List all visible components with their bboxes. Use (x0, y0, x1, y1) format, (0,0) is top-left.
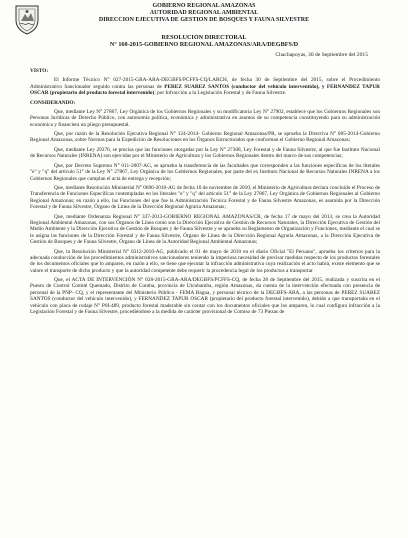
header-authority: AUTORIDAD REGIONAL AMBIENTAL (149, 10, 259, 17)
considerando-heading: CONSIDERANDO: (30, 99, 76, 106)
considerando-paragraph: Que, por razón de la Resolución Ejecutiva Regional N° 124-2014- Gobierno Regional Amazonas/PR, se aprueba la Directiva N° 005-2014-Gobierno Regional Amazonas, sobre Normas para la Expedición de Resoluciones en los Órganos Estructurados que conforman el Gobierno Regional Amazonas; (30, 131, 380, 144)
considerando-paragraph: Que, mediante Ley 29376, se precisa que las funciones otorgadas por la Ley N° 27308, Ley Forestal y de Fauna Silvestre, al que fue Instituto Nacional de Recursos Naturales (INRENA) son ejercidas por el Ministerio de Agricultura y los Gobiernos Regionales dentro del marco de sus competencias; (30, 147, 380, 160)
document-header (60, 3, 348, 25)
considerando-paragraph: Que, por Decreto Supremo N° 011-2007-AG, se aprueba la transferencia de las facultades que corresponden a las funciones específicas de los literales "e" y "q" del artículo 51° de la Ley N° 27867, Ley Orgánica de los Gobiernos Regionales, por parte del ex Instituto Nacional de Recursos Naturales INRENA a los Gobiernos Regionales que cumplan el acta de entrega y recepción; (30, 162, 380, 182)
considerando-paragraph: Que, mediante Ordenanza Regional N° 337-2013-GOBIERNO REGIONAL AMAZONAS/CR, de fecha 17 de mayo del 2013, se crea la Autoridad Regional Ambiental Amazonas, con sus Órganos de Línea como son la Dirección Ejecutiva de Gestión de Recursos Naturales, la Dirección Ejecutiva de Gestión del Medio Ambiente y la Dirección Ejecutiva de Gestión de Bosques y de Fauna Silvestre y se aprueba su Reglamento de Organización y Funciones, mediante el cual se le asigna las funciones de la Dirección Forestal y de Fauna Silvestre, Órgano de Línea de la Dirección Regional Agraria Amazonas, a la Dirección Ejecutiva de Gestión de Bosques y de Fauna Silvestre, Órgano de Línea de la Autoridad Regional Ambiental Amazonas; (30, 213, 380, 246)
place-and-date: Chachapoyas, 30 de Septiembre del 2015 (275, 52, 368, 58)
header-government: GOBIERNO REGIONAL AMAZONAS (152, 3, 256, 9)
visto-text-part-1: El Informe Técnico N° 027-2015-GRA-ARA-DEGBFS/PCFFS-CQ/LARCH, de fecha 30 de Septiembre del 2015, sobre el Procedimiento Administrativo Sancionador seguido contra las personas de (30, 77, 380, 90)
document-body (30, 66, 380, 318)
regional-coat-of-arms-icon (12, 3, 42, 35)
visto-text-part-2: ; por Infracción a la Legislación Forestal y de Fauna Silvestre. (154, 90, 287, 97)
visto-paragraph (30, 77, 380, 96)
considerando-paragraph: Que, la Resolución Ministerial N° 0312-2010-AG, publicado el 01 de mayo de 2010 en el diario Oficial "El Peruano", aprueba los criterios para la adecuada conducción de los procedimientos administrativos sancionadores teniendo la imperiosa necesidad de precisar medidas respecto de los productos forestales de los documentos oficiales que lo amparen, en razón a ello, se tiene que ejecutar la infracción administrativa cuya realización el acto habrá, existe elemento que se valore el transporte de dicho producto y que la autoridad competente debe requerir la procedencia legal de los productos a transportar (30, 248, 380, 274)
header-directorate: DIRECCIÓN EJECUTIVA DE GESTIÓN DE BOSQUES Y FAUNA SILVESTRE (98, 17, 310, 24)
considerando-paragraph: Que, mediante Resolución Ministerial N° 0696-2010-AG de fecha 10 de noviembre de 2010, el Ministerio de Agricultura declara concluido el Proceso de Transferencia de Funciones Específicas contempladas en los literales "e" y "q" del artículo 51° de la Ley 27867, Ley Orgánica de Gobiernos Regionales al Gobierno Regional Amazonas; en razón a ello, las Funciones del que fue la Administración Técnica Forestal y de Fauna Silvestre Amazonas, es asumida por la Dirección Forestal y de Fauna Silvestre, Órgano de Línea de la Dirección Regional Agraria Amazonas; (30, 185, 380, 211)
considerando-paragraph: Que, mediante Ley N° 27867, Ley Orgánica de los Gobiernos Regionales y su modificatoria Ley N° 27902, establece que los Gobiernos Regionales son Personas Jurídicas de Derecho Público, con autonomía política, económica y administrativa en asuntos de su competencia constituyendo para su administración económica y financiera un pliego presupuestal. (30, 108, 380, 128)
resolution-title-block (60, 34, 348, 49)
considerando-paragraph: Que, el ACTA DE INTERVENCIÓN N° 028-2015-GRA-ARA/DEGBFS/PCFFS-CQ, de fecha 28 de Septiembre del 2015, realizada y suscrita en el Puesto de Control Comité Quemado, Distrito de Cumba, provincia de Utcubamba, región Amazonas, da cuenta de la intervención efectuada con presencia de personal de la PNP- CQ, y el representante del Ministerio Público - FEMA Bagua, y personal técnico de la DEGBFS-ARA, a las personas de PEREZ SUAREZ SANTOS (conductor del vehículo intervenido), y FERNANDEZ TAPUR OSCAR (propietario del producto forestal intervenido), debido a que transportaba en el vehículo con placa de rodaje N° P0I-489, producto forestal maderable sin contar con los documentos oficiales que los amparen, lo cual configura infracción a la Legislación Forestal y de Fauna Silvestre, procediéndose a la medida de carácter provisional de Comiso de 73 Piezas de (30, 277, 380, 315)
visto-heading: VISTO: (30, 68, 49, 74)
resolution-number: N° 160-2015-GOBIERNO REGIONAL AMAZONAS/ARA/DEGBFS/D (109, 41, 299, 49)
resolution-title: RESOLUCIÓN DIRECTORAL (161, 34, 247, 41)
visto-text-bold: PEREZ SUAREZ SANTOS (conductor del vehículo interventido), y FERNANDEZ TAPUR OSCAR (propietario del producto forestal intervenido) (30, 83, 381, 97)
